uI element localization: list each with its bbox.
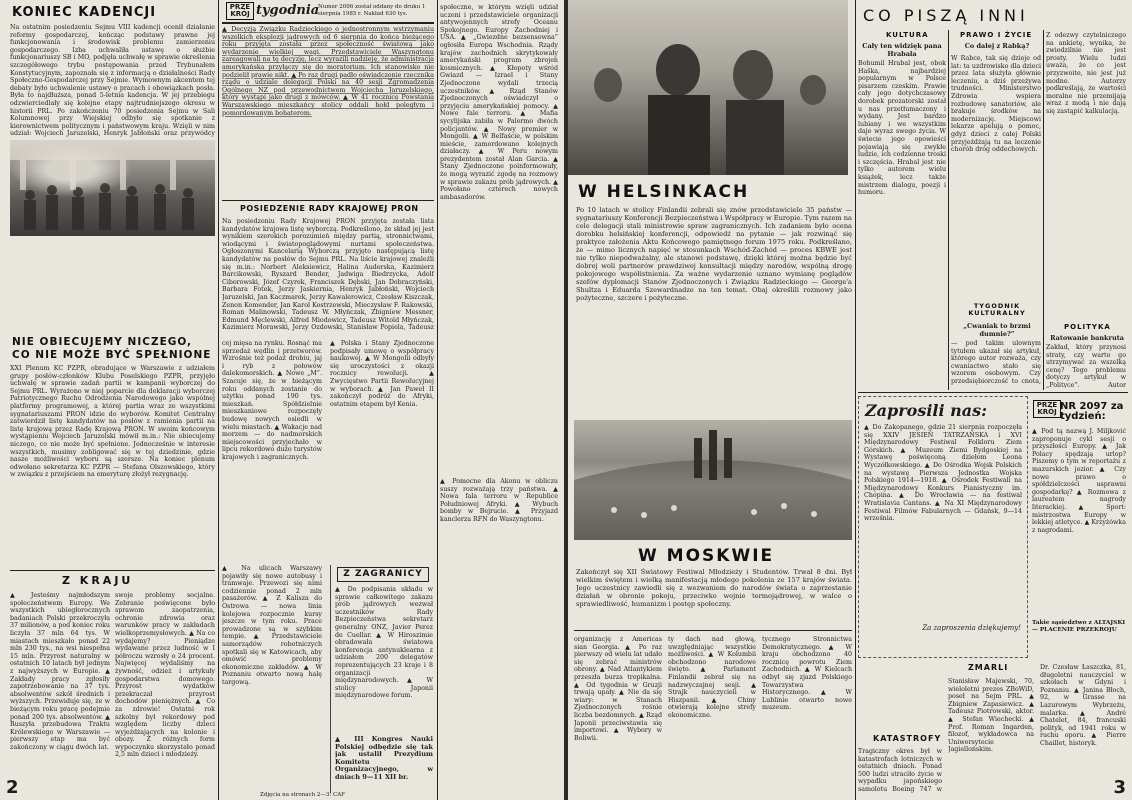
moskwa-photo bbox=[574, 420, 852, 540]
kultura-body: Bohumil Hrabal jest, obok Haška, najbardziej popularnym w Polsce pisarzem czeskim. Prawie cały jego dotychczasowy dorobek prozatorski został u nas przetłumaczony i wydany. Jest bardzo lubiany i we wszystkim daje wyraz swego życia. W świecie jego opowieści pojawiają się zwykłe ludzie, ich codzienne troski i szczęścia. Hrabal jest nie tylko autorem wielu książek, lecz także mistrzem dialogu, poezji i humoru. bbox=[858, 60, 946, 197]
col-polska: ▲ Polska i Stany Zjednoczone podpisały umowę o współpracy naukowej. ▲ W Mongolii odbyły się uroczystości z okazji rocznicy rewolucji. ▲ Zwycięstwo Partii Rewolucyjnej w wyborach. ▲ Jan Paweł II zakończył podróż do Afryki, ostatnim etapem był Kenia. bbox=[330, 340, 434, 408]
zaproszenia-title: Zaprosili nas: bbox=[865, 401, 988, 420]
zaproszenia-body: ▲ Do Zakopanego, gdzie 21 sierpnia rozpoczęła się XXIV JESIEŃ TATRZAŃSKA i XVI Międzynarodowy Festiwal Folkloru Ziem Górskich. ▲ Muzeum Ziemi Bydgoskiej na Wystawę poświęconą dziełom Leona Wyczółkowskiego. ▲ Do Ośrodka Wojsk Polskich na wystawę Pierwsza Jednostka Wojska Polskiego 1914—1918. ▲ Ośrodek Festiwali na Międzynarodowy Konkurs Pianistyczny im. Chopina. ▲ Do Wrocławia — na festiwal Wratislavia Cantans. ▲ Na XI Międzynarodowy Festiwal Filmów Fabularnych — Gdańsk, 9—14 września. bbox=[864, 424, 1022, 523]
sejm-photo-figures bbox=[10, 140, 215, 236]
prawo-sub: Co dalej z Rabką? bbox=[964, 42, 1030, 50]
moskwa-body: Zakończył się XII Światowy Festiwal Młodzieży i Studentów. Trwał 8 dni. Był wielkim świętem i wielką manifestacją młodego pokolenia ze 157 krajów świata. Jego uczestnicy zawiedli się z wezwaniem do narodów świata o zaprzestanie działań w obronie pokoju, przeciwko wojnie termojądrowej, w walce o sprawiedliwość, humanizm i postęp społeczny. bbox=[576, 568, 852, 608]
sejm-photo bbox=[10, 140, 215, 236]
posiedzenie-rule bbox=[222, 200, 434, 201]
zaproszenia-thanks: Za zaproszenia dziękujemy! bbox=[922, 624, 1021, 632]
right-divider-2 bbox=[948, 30, 949, 390]
nr2097-title: NR 2097 za tydzień: bbox=[1060, 401, 1124, 422]
zmarli-title: ZMARLI bbox=[968, 663, 1009, 672]
left-divider-2 bbox=[437, 0, 438, 800]
col-spoleczne: społeczne, w którym wzięli udział uczeni i przedstawiciele organizacji antywojennych strefy Oceanu Spokojnego. Europy Zachodniej i USA. ▲ „Gwiezdne bezsensowna” ogłosiła Europa Wschodnia. Rządy krajów zachodnich skrytykowały amerykański program zbrojeń kosmicznych. ▲ Kłopoty wśród Gwiazd — Izrael i Stany Zjednoczone wydali trzecią uczestników. ▲ Rząd Stanów Zjednoczonych oświadczył o przyjęciu amerykańskiej pomocy. ▲ Nowe fale terroru. ▲ Mafia sycylijska zabiła w Palermo dwóch policjantów. ▲ Nowy premier w Mongolii. ▲ W Belfaście, w polskim mieście, zamordowano kolejnych działaczy. ▲ W Peru nowym prezydentem został Alan Garcia. ▲ Stany Zjednoczone poinformowały, że mogą wyrazić zgodę na rozmowy w sprawie zakazu prób jądrowych. ▲ Powołano czterech nowych ambasadorów. bbox=[440, 4, 558, 201]
copisza-col3: Z odezwy czytelniczego na ankietę, wynika, że zwiodzilnie nie jest prosty. Wielu ludzi uważa, że co jest przyzwoite, nie jest już modne. Autorzy podkreślają, że wartości moralne nie przemijają wraz z modą i nie dają się zastąpić kalkulacją. bbox=[1046, 32, 1126, 115]
photo-credit: Zdjęcia na stronach 2—3: CAF bbox=[260, 792, 346, 798]
logo-small-line-1: PRZE bbox=[1036, 401, 1058, 409]
kultura-sub: Cały ten widzięk pana Hrabala bbox=[862, 42, 942, 58]
decyzja-column: ▲ Decyzją Związku Radzieckiego o jednostronnym wstrzymaniu wszelkich eksplozji jądrowych od 6 sierpnia do końca bieżącego roku przyjęta została przez społeczność światową jako wydarzenie wielkiej wagi. Przedstawiciele Waszyngtonu zareagowali na tę decyzję, lecz wyrazili nadzieję, że administracja amerykańska przyłączy się do moratorium. Ich stanowisko nie podzielił prawie nikt. ▲ Po raz drugi padło oświadczenie rzecznika rządu o udziale delegacji Polski na 40 sesji Zgromadzenia Ogólnego NZ pod przewodnictwem Wojciecha Jaruzelskiego, który wystąpi jako drugi z mówców. ▲ W 41 rocznicę Powstania Warszawskiego mieszkańcy stolicy oddali hołd poległym i pomordowanym bohaterom. bbox=[222, 26, 434, 117]
moskwa-title: W MOSKWIE bbox=[638, 546, 775, 566]
right-divider-1 bbox=[855, 0, 856, 800]
z-kraju-col1: ▲ Jesteśmy najmłodszym społeczeństwem Europy. We wszystkich ubiegłorocznych badaniach Polski przekroczyła 37 milionów, a pod koniec roku liczyła 37 mln 64 tys. W miastach mieszkało ponad 22 mln 230 tys., na wsi niespełna 15 mln. Przyrost naturalny w ostatnich 10 latach był jednym z najwyższych w Europie. ▲ Zakłady pracy zgłosiły zapotrzebowanie na 37 tys. absolwentów szkół średnich i wyższych. Przewiduje się, że w bieżącym roku pracę podejmie ponad 200 tys. absolwentów. ▲ Ruszyła przebudowa Traktu Królewskiego w Warszawie — pierwszy etap ma być zakończony w ciągu dwóch lat. bbox=[10, 592, 110, 751]
helsinki-photo-figures bbox=[568, 0, 848, 175]
przekroj-logo-small bbox=[1033, 400, 1061, 418]
z-kraju-rule bbox=[10, 570, 215, 571]
left-page bbox=[0, 0, 564, 800]
co-pisza-inni-title: CO PISZĄ INNI bbox=[863, 6, 1029, 25]
katastrofy-body: Tragiczny okres był w katastrofach lotniczych w ostatnich dniach. Ponad 500 ludzi straciło życie w wypadku japońskiego samolotu Boeing 747 w bbox=[858, 748, 942, 793]
right-divider-3 bbox=[1043, 30, 1044, 390]
masthead-rule bbox=[222, 22, 434, 24]
tygodnik-head: TYGODNIK KULTURALNY bbox=[968, 302, 1026, 317]
logo-small-line-2: KRÓJ bbox=[1037, 408, 1057, 416]
left-divider-1 bbox=[218, 0, 219, 800]
prawo-head: PRAWO I ŻYCIE bbox=[960, 31, 1033, 39]
nie-obiecujemy-title-1: NIE OBIECUJEMY NICZEGO, bbox=[12, 336, 193, 348]
page-number-left: 2 bbox=[6, 777, 19, 798]
polityka-sub: Ratowanie bankruta bbox=[1050, 334, 1124, 342]
nr2097-hint: Takie sąsiedztwo z ALTAJSKI — PLACENIE PRZEKROJU bbox=[1032, 620, 1126, 633]
nie-obiecujemy-title-2: CO NIE MOŻE BYĆ SPEŁNIONE bbox=[12, 349, 212, 361]
z-kraju-title: Z KRAJU bbox=[62, 574, 134, 587]
kultura-head: KULTURA bbox=[886, 31, 929, 39]
col-mid2: ty dach nad głową, uwzględniając wszystkie możliwości. ▲ W Kolumbii obchodzono narodowe święto. ▲ Parlament Finlandii zebrał się na nadzwyczajnej sesji. ▲ Strajk nauczycieli w Hiszpanii. ▲ Chiny otwierają kolejne strefy ekonomiczne. bbox=[668, 636, 756, 719]
z-kraju-col3: ▲ Na ulicach Warszawy pojawiły się nowe autobusy i tramwaje. Przewozi się nimi codziennie ponad 2 mln pasażerów. ▲ Z Kalisza do Ostrowa — nowa linia kolejowa rozpocznie kursy jeszcze w tym roku. Prace prowadzone są w szybkim tempie. ▲ Przedstawiciele samorządów robotniczych spotkali się w Katowicach, aby omówić problemy ekonomiczne zakładów. ▲ W Poznaniu otwarto nową halę targową. bbox=[222, 565, 322, 686]
zmarli-body: Stanisław Majewski, 70, wieloletni prezes ZBoWiD, poseł na Sejm PRL. ▲ Zbigniew Zapasiewicz. ▲ Tadeusz Piotrowski, aktor. ▲ Stefan Wiechecki. ▲ Prof. Roman Ingarden, filozof, wykładowca na Uniwersytecie Jagiellońskim. bbox=[948, 678, 1034, 754]
z-zagranicy-box bbox=[330, 565, 435, 793]
copisza-bottom-rule bbox=[858, 392, 1128, 393]
col-kom: ▲ Pomocne dla Akonu w obliczu suszy rozważają trzy państwa. ▲ Nowa fala terroru w Republice Południowej Afryki. ▲ Wybuch bomby w Bejrucie. ▲ Przyjazd kanclerza RFN do Waszyngtonu. bbox=[440, 478, 558, 523]
col-mid: organizację z Americas sian Georgia. ▲ Po raz pierwszy od wielu lat udało się zebrać ministrów obrony. ▲ Nad Atlantykiem przeszła burza tropikalna. ▲ Od tygodnia w Gruzji trwają upały. ▲ Nie da się wiary: w Stanach Zjednoczonych rośnie liczba bezdomnych. ▲ Rząd Japonii przeciwstawia się importowi. ▲ Wybory w Boliwii. bbox=[574, 636, 662, 742]
tygodnik-sub: „Cwaniak to brzmi dumnie?” bbox=[963, 322, 1031, 338]
prawo-body: W Rabce, tak się dzieje od lat: ta uzdrowisko dla dzieci przez lata służyła głównie leczeniu, a dziś przeżywa trudności. Ministerstwo Zdrowia wspiera rozbudowę sanatoriów, ale brakuje środków na modernizację. Miejscowi lekarze apelują o pomoc, gdyż dzieci z całej Polski przyjeżdżają tu na leczenie chorób dróg oddechowych. bbox=[951, 55, 1041, 154]
z-zagranicy-title: Z ZAGRANICY bbox=[337, 567, 429, 582]
col-under-posiedzenie: cej mięsa na rynku. Rosnąć ma sprzedaż wędlin i przetworów. Wzrośnie też podaż drobiu, jaj i ryb z połowów dalekomorskich. ▲ Nowe „M”. Szacuje się, że w bieżącym roku oddanych zostanie do użytku ponad 190 tys. mieszkań. Spółdzielnie mieszkaniowe rozpoczęły budowę nowych osiedli w wielu miastach. ▲ Wakacje nad morzem — do nadmorskich miejscowości przyjechało w lipcu rekordowo dużo turystów krajowych i zagranicznych. bbox=[222, 340, 322, 461]
logo-line-1: PRZE bbox=[229, 3, 251, 11]
koniec-kadencji-title: KONIEC KADENCJI bbox=[12, 5, 157, 20]
polityka-body: Zakład, który przynosi straty, czy warto go utrzymywać za wszelką cenę? Tego problemu dotyczy artykuł w „Polityce”. Autor bbox=[1046, 344, 1126, 388]
z-kraju-col2: swoje problemy socjalne. Zebranie poświęcone było sprawom zaopatrzenia, ochronie zdrowia oraz warunków pracy w zakładach wielkoprzemysłowych. ▲ Na co wydajemy? Pieniądze wydawane przez ludność w I półroczu wzrosły o 24 procent. Najwięcej wydaliśmy na żywność, odzież i artykuły gospodarstwa domowego. Przyrost wydatków przekraczał przyrost dochodów pieniężnych. ▲ Co za zdrowie! Ostatni rok szkolny był rekordowy pod względem liczby dzieci wyjeżdżających na kolonie i obozy. Z różnych form wypoczynku skorzystało ponad 2,5 mln dzieci i młodzieży. bbox=[115, 592, 215, 759]
col-right1: Dr. Czesław Łaszczka, 81, długoletni nauczyciel w szkołach w Gdyni i Poznaniu. ▲ Janina Błoch, 92, w Grasse na Lazurowym Wybrzeżu, malarka. ▲ André Chatelet, 84, francuski polityk, od 1941 roku w ruchu oporu. ▲ Pierre Chaillet, historyk. bbox=[1040, 664, 1126, 747]
posiedzenie-title: POSIEDZENIE RADY KRAJOWEJ PRON bbox=[240, 204, 419, 213]
przekroj-logo bbox=[226, 2, 254, 20]
nr2097-body: ▲ Pod tą nazwą J. Miljković zaproponuje cykl sesji o przyszłości Europy. ▲ Jak Polacy spędzają urlop? Piszemy o tym w reportażu z mazurskich jezior. ▲ Czy nowe prawo o spółdzielczości usprawni gospodarkę? ▲ Rozmowa z laureatem nagrody literackiej. ▲ Sport: mistrzostwa Europy w lekkiej atletyce. ▲ Krzyżówka z nagrodami. bbox=[1032, 428, 1126, 534]
tygodnik-body: — pod takim ulownym tytułem ukazał się artykuł, którego autor rozważa, czy cwaniactwo stało się wzorem osobowym. Czy przedsiębiorczość to cnota, bbox=[951, 340, 1041, 385]
page-number-right: 3 bbox=[1113, 777, 1126, 798]
helsinki-photo bbox=[568, 0, 848, 175]
right-page bbox=[568, 0, 1132, 800]
helsinki-body: Po 10 latach w stolicy Finlandii zebrali się znów przedstawiciele 35 państw — sygnatariuszy Konferencji Bezpieczeństwa i Współpracy w Europie. Tym razem na cele delegacji stali ministrowie spraw zagranicznych. Ich zadaniem było ocena dorobku helsińskiej konferencji, odpowiedź na pytanie — jak rozwinąć się praktyce założenia Aktu Końcowego pamiętnego forum 1975 roku. Podkreślano, że — mimo licznych napięć w stosunkach Wschód-Zachód — proces KBWE jest nie tylko niepodważalny, ale stanowi podstawę, dzięki której można będzie być dobrej woli partnerów prawdziwej konsultacji między narodów, wspólną drogę pokojowego współistnienia. Za ważne wydarzenie uznano wymianę poglądów szefów dyplomacji Stanów Zjednoczonych i Związku Radzieckiego — George'a Shultza i Eduarda Szewardnadze na ten temat. Obaj określili rozmowy jako pożyteczne, szczere i pożyteczne. bbox=[576, 206, 852, 302]
masthead-issue: Numer 2096 został oddany do druku 1 sierpnia 1985 r. Nakład 630 tys. bbox=[318, 4, 426, 17]
helsinki-title: W HELSINKACH bbox=[578, 182, 750, 202]
katastrofy-title: KATASTROFY bbox=[873, 734, 942, 743]
nie-obiecujemy-body: XXI Plenum KC PZPR, obradujące w Warszawie z udziałem grupy posłów-członków Klubu Poselskiego PZPR, przyjęło uchwałę w sprawie zadań partii w kampanii wyborczej do Sejmu PRL. Wyrażono w niej poparcie dla deklaracji wyborczej Patriotycznego Ruchu Odrodzenia Narodowego jako wspólnej platformy programowej, a której partia wraz ze wszystkimi sygnatariuszami PRON idzie do wyborów. Komitet Centralny zatwierdził listę kandydatów na posłów z ramienia partii na listę krajową przez Radę Krajową PRON. W swoim końcowym wystąpieniu Wojciech Jaruzelski mówił m.in.: Nie obiecujemy niczego, co nie może być spełnione. Jednocześnie w interesie wszystkich, musimy zobligować się w tej dziedzinie, gdzie nasze możliwości wyboru są szersze. Na koniec plenum odwołano sekretarza KC PZPR — Stefana Olszowskiego, który w związku z przejściem na emeryturę złożył rezygnację. bbox=[10, 365, 215, 479]
koniec-kadencji-body: Na ostatnim posiedzeniu Sejmu VIII kadencji ocenił działanie reformy gospodarczej, kończąc podstawy prawne jej funkcjonowania i środowisk problemu zamierzeniu gospodarczego. Izba uchwaliła ustawę o służbie funkcjonariuszy SB i MO, podjęła uchwałę w sprawie określenia szczegółowego trybu postępowania przed Trybunałem Konstytucyjnym, zapoznała się z informacją o działalności Rady Społeczno-Gospodarczej przy Sejmie. Wymownym akcentem tej debaty było uchwalenie ustawy o pracach i obowiązkach posła. Była to najdłuższa, ponad 5-letnia kadencja. W jej przebiegu odzwierciedlały się kolejne etapy najtrudniejszego okresu w historii PRL. Po zakończeniu 70 posiedzenia Sejmu w Sali Kolumnowej przy Wiejskiej odbyło się spotkanie z kierownictwem politycznym i państwowym kraju. Wzięli w nim udział: Wojciech Jaruzelski, Henryk Jabłoński oraz przywódcy bbox=[10, 24, 215, 138]
z-zagranicy-body: ▲ Do podpisania układu w sprawie całkowitego zakazu prób jądrowych wezwał uczestników Rady Bezpieczeństwa sekretarz generalny ONZ, Javier Perez de Cuellar. ▲ W Hiroszimie obradowała światowa konferencja antynuklearna z udziałem 200 delegatów reprezentujących 23 kraje i 8 organizacji międzynarodowych. ▲ W stolicy Japonii międzynarodowe forum. bbox=[335, 586, 433, 700]
stadium-figures bbox=[574, 420, 852, 540]
moskwa-rule bbox=[574, 630, 852, 631]
zaproszenia-box bbox=[858, 396, 1028, 658]
polityka-head: POLITYKA bbox=[1064, 323, 1111, 331]
posiedzenie-body: Na posiedzeniu Rady Krajowej PRON przyjęta została lista kandydatów krajowa listę wyborczą. Podkreślono, że skład jej jest wynikiem szerokich porozumień między partią, stronnictwami, wiodącymi i światopoglądowymi nurtami społeczeństwa. Ogłoszonymi Kancelarią Wyborczą przyjęto następującą listę kandydatów na posłów do Sejmu PRL. Na liście krajowej znaleźli się m.in.: Norbert Aleksiewicz, Halina Auderska, Kazimierz Barcikowski, Ryszard Bender, Jadwiga Biedrzycka, Adolf Ciborowski, Józef Czyrek, Franciszek Dębski, Jan Dobraczyński, Barbara Fotek, Jerzy Jaskiernia, Henryk Jabłoński, Wojciech Jaruzelski, Jan Kaczmarek, Jerzy Kawalerowicz, Czesław Kiszczak, Zenon Komender, Jan Karol Kostrzewski, Mieczysław F. Rakowski, Roman Malinowski, Tadeusz W. Młyńczak, Zbigniew Messner, Edmund Męclewski, Alfred Miodowicz, Tadeusz Witold Młyńczak, Kazimierz Morawski, Jerzy Ozdowski, Stanisław Popiela, Tadeusz bbox=[222, 218, 434, 332]
masthead-name: tygodnia bbox=[256, 3, 320, 18]
kongres-nauki: ▲ III Kongres Nauki Polskiej odbędzie się tak jak ustalił Prezydium Komitetu Organizacyjnego, w dniach 9—11 XII br. bbox=[335, 736, 433, 781]
logo-line-2: KRÓJ bbox=[230, 10, 250, 18]
col-mid3: tycznego Stronnictwa Demokratycznego. ▲ W kraju obchodzono 40 rocznicę powrotu Ziem Zachodnich. ▲ W Kielcach odbył się zjazd Polskiego Towarzystwa Historycznego. ▲ W Lublinie otwarto nowe muzeum. bbox=[762, 636, 852, 712]
